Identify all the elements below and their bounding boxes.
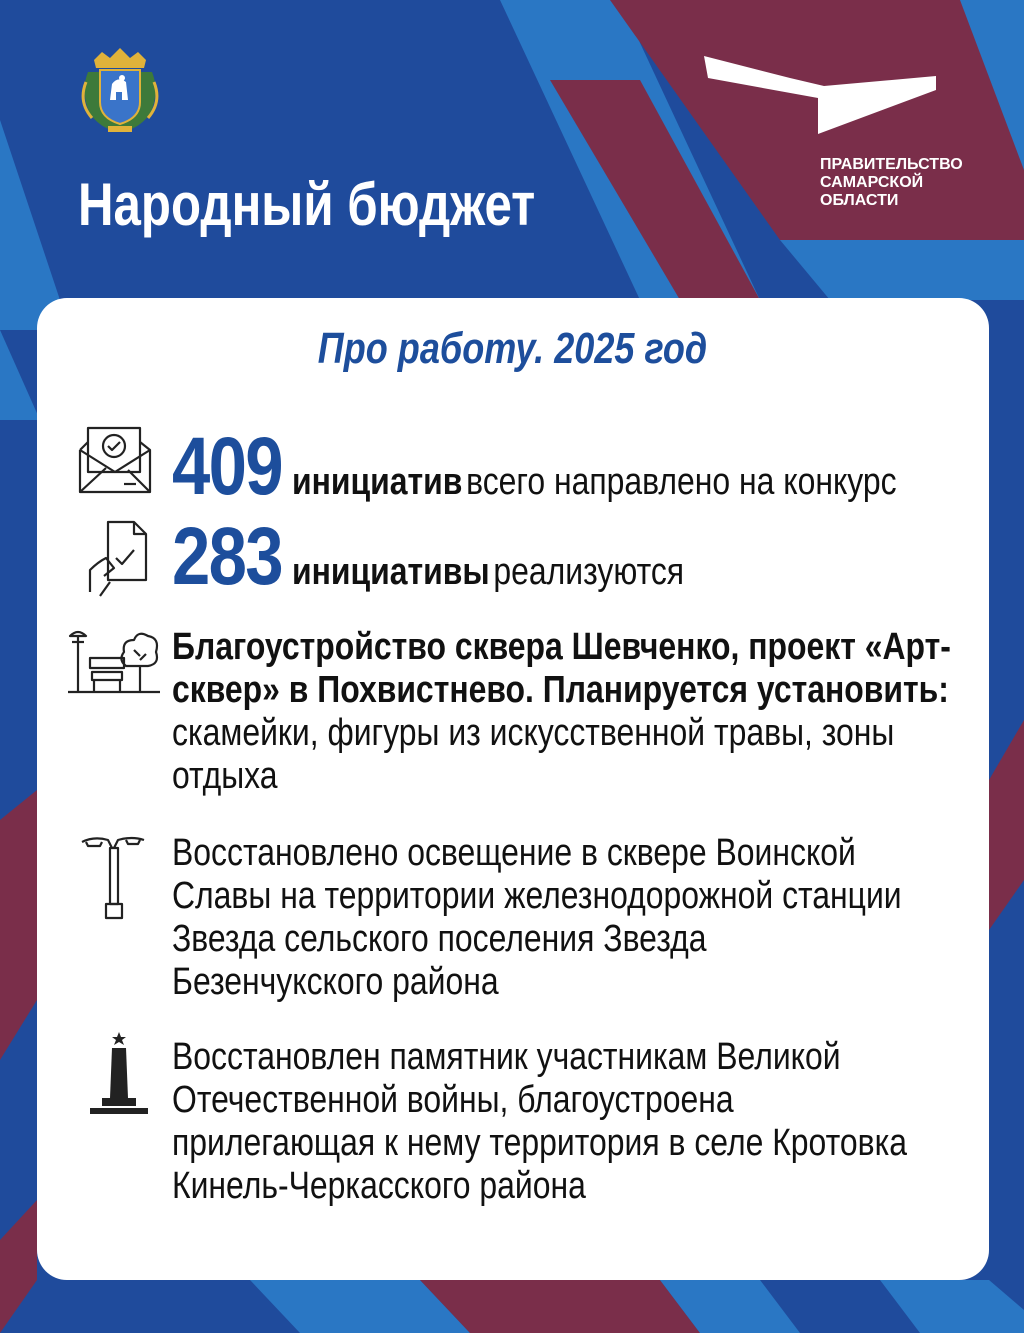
stat-initiatives-implemented <box>172 510 684 600</box>
item-line: Восстановлено освещение в сквере Воинской <box>172 832 856 874</box>
item-ww2-monument <box>172 1036 911 1208</box>
park-bench-icon <box>68 626 160 698</box>
street-lamp-icon <box>80 834 148 920</box>
item-bold-line: сквер» в Похвистнево. Планируется установить: <box>172 669 949 711</box>
government-logo <box>700 56 940 136</box>
item-line: отдыха <box>172 755 278 797</box>
item-line: Славы на территории железнодорожной станции <box>172 875 902 917</box>
item-line: Восстановлен памятник участникам Великой <box>172 1036 841 1078</box>
government-name <box>820 156 1010 210</box>
monument-icon <box>88 1032 150 1116</box>
item-glory-square-lighting <box>172 832 911 1004</box>
gov-name-line-2: САМАРСКОЙ <box>820 174 924 191</box>
gov-name-line-1: ПРАВИТЕЛЬСТВО <box>820 156 963 173</box>
stat-number: 409 <box>172 421 282 512</box>
item-line: Безенчукского района <box>172 961 499 1003</box>
item-shevchenko-square <box>172 626 951 798</box>
envelope-check-icon <box>78 424 152 496</box>
gov-name-line-3: ОБЛАСТИ <box>820 192 899 209</box>
page-title: Народный бюджет <box>78 171 536 238</box>
item-line: Отечественной войны, благоустроена <box>172 1079 734 1121</box>
item-line: скамейки, фигуры из искусственной травы, зоны <box>172 712 895 754</box>
item-line: прилегающая к нему территория в селе Кротовка <box>172 1122 908 1164</box>
item-line: Кинель-Черкасского района <box>172 1165 586 1207</box>
samara-coat-of-arms <box>78 42 162 134</box>
item-bold-line: Благоустройство сквера Шевченко, проект «Арт- <box>172 626 951 668</box>
stat-initiatives-total <box>172 420 897 510</box>
stat-bold-label: инициатив <box>291 461 463 503</box>
stat-text: реализуются <box>493 551 685 593</box>
document-hand-icon <box>86 518 150 598</box>
stat-bold-label: инициативы <box>291 551 490 593</box>
stat-number: 283 <box>172 511 282 602</box>
item-line: Звезда сельского поселения Звезда <box>172 918 707 960</box>
stat-text: всего направлено на конкурс <box>466 461 897 503</box>
card-subtitle: Про работу. 2025 год <box>317 324 707 373</box>
